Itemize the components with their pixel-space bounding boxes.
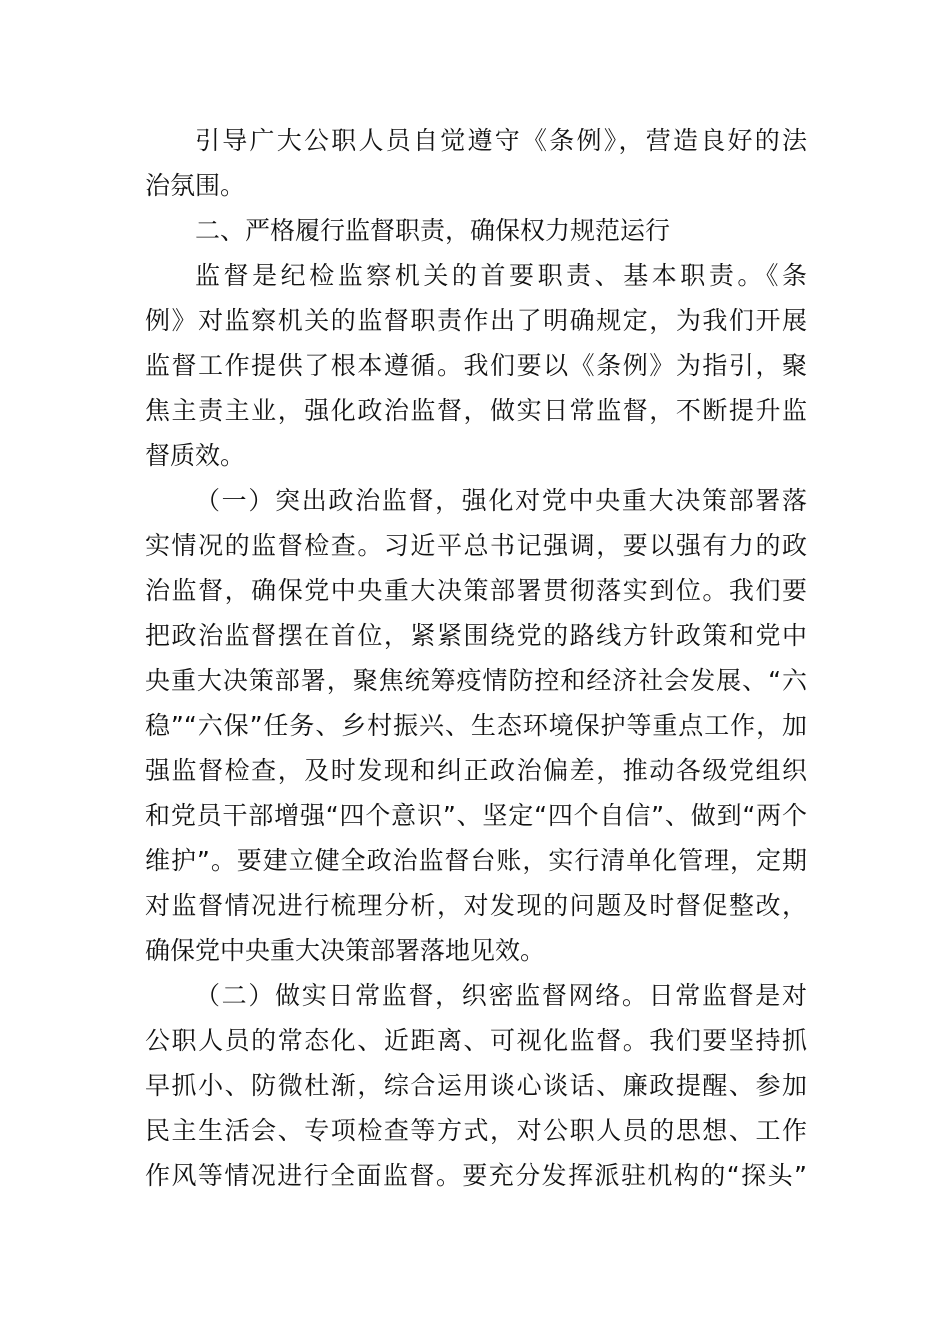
text-line: 治氛围。	[145, 171, 246, 200]
heading-line: 二、严格履行监督职责，确保权力规范运行	[195, 216, 671, 245]
text-line: 和党员干部增强“四个意识”、坚定“四个自信”、做到“两个	[145, 801, 807, 830]
text-line: 引导广大公职人员自觉遵守《条例》，营造良好的法	[195, 126, 807, 155]
text-line: 实情况的监督检查。习近平总书记强调，要以强有力的政	[145, 531, 807, 560]
paragraph	[145, 973, 807, 1198]
text-line: 督质效。	[145, 441, 246, 470]
text-line: 治监督，确保党中央重大决策部署贯彻落实到位。我们要	[145, 576, 807, 605]
text-line: 早抓小、防微杜渐，综合运用谈心谈话、廉政提醒、参加	[145, 1071, 807, 1100]
paragraph	[145, 478, 807, 973]
text-line: 例》对监察机关的监督职责作出了明确规定，为我们开展	[145, 306, 807, 335]
text-line: （二）做实日常监督，织密监督网络。日常监督是对	[195, 981, 807, 1010]
text-line: 把政治监督摆在首位，紧紧围绕党的路线方针政策和党中	[145, 621, 807, 650]
text-line: 作风等情况进行全面监督。要充分发挥派驻机构的“探头”	[145, 1161, 807, 1190]
text-line: 公职人员的常态化、近距离、可视化监督。我们要坚持抓	[145, 1026, 807, 1055]
paragraph	[145, 253, 807, 478]
text-line: 对监督情况进行梳理分析，对发现的问题及时督促整改，	[145, 891, 807, 920]
paragraph	[145, 118, 807, 208]
text-line: （一）突出政治监督，强化对党中央重大决策部署落	[195, 486, 807, 515]
text-line: 焦主责主业，强化政治监督，做实日常监督，不断提升监	[145, 396, 807, 425]
text-line: 确保党中央重大决策部署落地见效。	[145, 936, 546, 965]
text-line: 民主生活会、专项检查等方式，对公职人员的思想、工作	[145, 1116, 807, 1145]
text-line: 强监督检查，及时发现和纠正政治偏差，推动各级党组织	[145, 756, 807, 785]
document-body	[145, 118, 807, 1198]
section-heading	[145, 208, 807, 253]
text-line: 维护”。要建立健全政治监督台账，实行清单化管理，定期	[145, 846, 807, 875]
text-line: 央重大决策部署，聚焦统筹疫情防控和经济社会发展、“六	[145, 666, 807, 695]
text-line: 稳”“六保”任务、乡村振兴、生态环境保护等重点工作，加	[145, 711, 807, 740]
text-line: 监督工作提供了根本遵循。我们要以《条例》为指引，聚	[145, 351, 807, 380]
text-line: 监督是纪检监察机关的首要职责、基本职责。《条	[195, 261, 807, 290]
